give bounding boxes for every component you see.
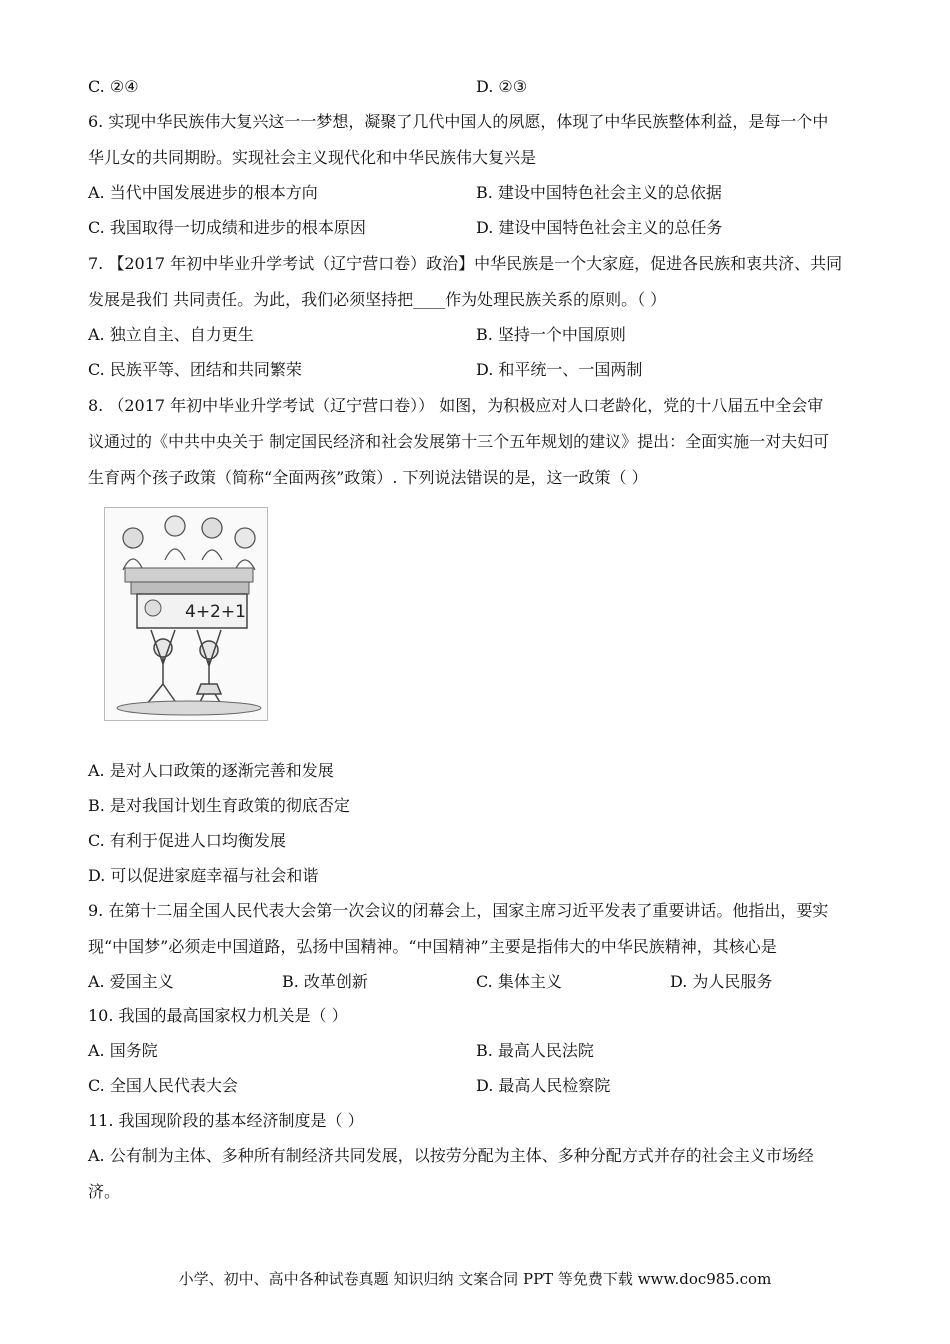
q10-option-c: C. 全国人民代表大会 (88, 1076, 238, 1095)
q11-stem: 11. 我国现阶段的基本经济制度是（ ） (88, 1111, 364, 1130)
page-footer: 小学、初中、高中各种试卷真题 知识归纳 文案合同 PPT 等免费下载 www.doc985.com (178, 1270, 772, 1288)
q8-stem-line1: 8. （2017 年初中毕业升学考试（辽宁营口卷）） 如图，为积极应对人口老龄化，党的十八届五中全会审 (88, 396, 824, 415)
q6-option-b: B. 建设中国特色社会主义的总依据 (476, 183, 722, 202)
q6-stem-line2: 华儿女的共同期盼。实现社会主义现代化和中华民族伟大复兴是 (88, 148, 537, 167)
q10-option-d: D. 最高人民检察院 (476, 1076, 611, 1095)
q10-stem: 10. 我国的最高国家权力机关是（ ） (88, 1006, 348, 1025)
q5-option-c: C. ②④ (88, 77, 139, 96)
q7-option-a: A. 独立自主、自力更生 (88, 325, 254, 344)
q8-option-c: C. 有利于促进人口均衡发展 (88, 831, 286, 850)
q8-option-d: D. 可以促进家庭幸福与社会和谐 (88, 866, 319, 885)
q10-option-a: A. 国务院 (88, 1041, 158, 1060)
q7-option-b: B. 坚持一个中国原则 (476, 325, 626, 344)
q6-option-d: D. 建设中国特色社会主义的总任务 (476, 218, 723, 237)
figure-caption: 4+2+1 (185, 602, 246, 622)
q5-option-d: D. ②③ (476, 77, 528, 96)
q8-stem-line3: 生育两个孩子政策（简称“全面两孩”政策）. 下列说法错误的是，这一政策（ ） (88, 468, 648, 487)
family-cartoon-figure (104, 507, 268, 721)
q6-option-c: C. 我国取得一切成绩和进步的根本原因 (88, 218, 366, 237)
q9-option-a: A. 爱国主义 (88, 972, 174, 991)
q9-option-d: D. 为人民服务 (670, 972, 773, 991)
q10-option-b: B. 最高人民法院 (476, 1041, 594, 1060)
q7-option-d: D. 和平统一、一国两制 (476, 360, 643, 379)
q7-option-c: C. 民族平等、团结和共同繁荣 (88, 360, 302, 379)
q9-option-b: B. 改革创新 (282, 972, 368, 991)
cartoon-illustration (105, 508, 267, 720)
q9-stem-line1: 9. 在第十二届全国人民代表大会第一次会议的闭幕会上，国家主席习近平发表了重要讲话。他指出，要实 (88, 901, 829, 920)
q8-option-b: B. 是对我国计划生育政策的彻底否定 (88, 796, 350, 815)
q8-stem-line2: 议通过的《中共中央关于 制定国民经济和社会发展第十三个五年规划的建议》提出：全面实施一对夫妇可 (88, 432, 830, 451)
q7-stem-line1: 7. 【2017 年初中毕业升学考试（辽宁营口卷）政治】中华民族是一个大家庭，促进各民族和衷共济、共同 (88, 254, 843, 273)
q7-stem-line2: 发展是我们 共同责任。为此，我们必须坚持把____作为处理民族关系的原则。（ ） (88, 290, 667, 309)
q6-option-a: A. 当代中国发展进步的根本方向 (88, 183, 318, 202)
q9-option-c: C. 集体主义 (476, 972, 562, 991)
q6-stem-line1: 6. 实现中华民族伟大复兴这一一梦想，凝聚了几代中国人的夙愿，体现了中华民族整体利益，是每一个中 (88, 112, 829, 131)
q8-option-a: A. 是对人口政策的逐渐完善和发展 (88, 761, 334, 780)
q9-stem-line2: 现“中国梦”必须走中国道路，弘扬中国精神。“中国精神”主要是指伟大的中华民族精神，其核心是 (88, 937, 777, 956)
q11-option-a-line2: 济。 (88, 1182, 121, 1201)
q11-option-a-line1: A. 公有制为主体、多种所有制经济共同发展，以按劳分配为主体、多种分配方式并存的社会主义市场经 (88, 1146, 814, 1165)
